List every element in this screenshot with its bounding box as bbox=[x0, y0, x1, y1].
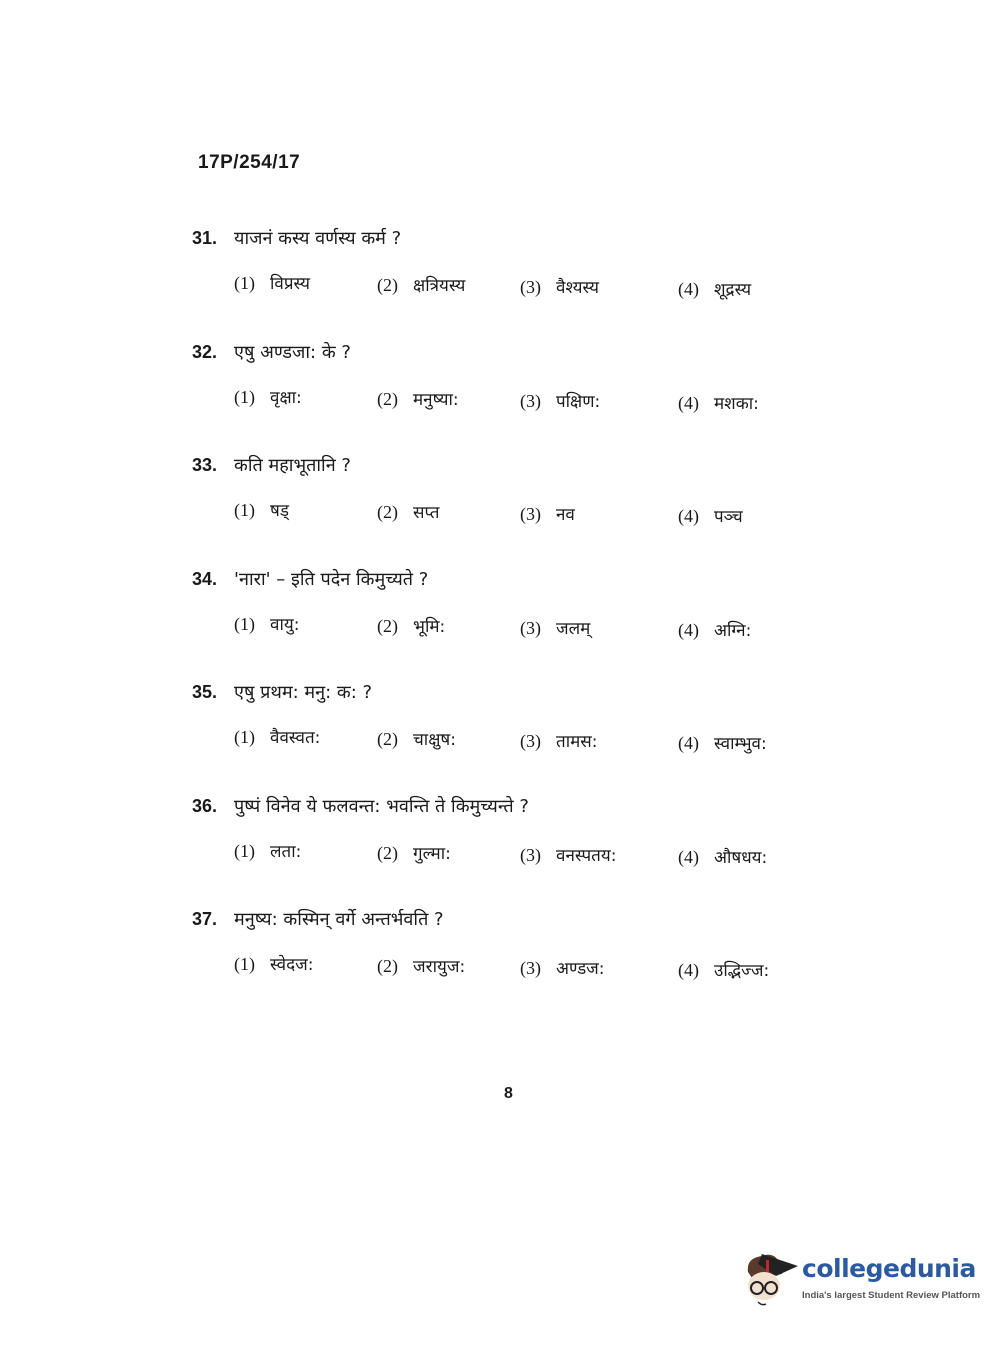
answer-option bbox=[377, 954, 465, 977]
question-stem bbox=[192, 567, 428, 591]
option-text: मशका: bbox=[714, 393, 759, 414]
option-text: पक्षिण: bbox=[556, 391, 601, 412]
option-text: जलम् bbox=[556, 618, 591, 639]
answer-option bbox=[234, 271, 310, 294]
answer-option bbox=[234, 725, 320, 748]
option-text: अग्नि: bbox=[714, 620, 752, 641]
option-text: उद्भिज्ज: bbox=[714, 961, 770, 981]
question-stem bbox=[192, 794, 529, 818]
question-stem bbox=[192, 226, 401, 250]
option-number: (3) bbox=[520, 277, 541, 297]
option-text: गुल्मा: bbox=[413, 843, 451, 864]
option-text: पञ्च bbox=[714, 507, 743, 527]
answer-option bbox=[234, 952, 313, 975]
question-number: 33. bbox=[192, 455, 218, 475]
option-number: (1) bbox=[234, 613, 255, 634]
question bbox=[192, 567, 812, 677]
option-text: शूद्रस्य bbox=[714, 280, 752, 300]
answer-option bbox=[520, 389, 600, 412]
option-number: (1) bbox=[234, 500, 255, 520]
option-text: अण्डज: bbox=[556, 959, 605, 979]
answer-option bbox=[678, 958, 769, 981]
option-text: चाक्षुष: bbox=[413, 730, 456, 750]
option-text: मनुष्या: bbox=[413, 389, 459, 410]
answer-option bbox=[377, 614, 445, 637]
option-text: वायु: bbox=[270, 614, 300, 635]
option-number: (4) bbox=[678, 960, 699, 980]
answer-option bbox=[234, 385, 302, 408]
question-text: याजनं कस्य वर्णस्य कर्म ? bbox=[234, 228, 402, 249]
option-text: क्षत्रियस्य bbox=[413, 276, 466, 296]
mascot-icon bbox=[742, 1250, 800, 1310]
option-number: (4) bbox=[678, 846, 699, 867]
option-number: (3) bbox=[520, 504, 541, 524]
option-text: षड् bbox=[270, 501, 289, 521]
option-text: नव bbox=[556, 505, 575, 525]
question-text: एषु अण्डजा: के ? bbox=[234, 341, 351, 363]
question-stem bbox=[192, 907, 444, 931]
option-number: (2) bbox=[377, 502, 398, 522]
option-number: (1) bbox=[234, 386, 255, 407]
answer-option bbox=[377, 727, 456, 750]
option-text: वैवस्वत: bbox=[270, 728, 321, 748]
question bbox=[192, 226, 812, 336]
question-text: एषु प्रथम: मनु: क: ? bbox=[234, 682, 373, 703]
question bbox=[192, 340, 812, 450]
brand-tagline: India's largest Student Review Platform bbox=[802, 1290, 981, 1301]
option-text: तामस: bbox=[556, 732, 598, 752]
paper-code: 17P/254/17 bbox=[198, 152, 301, 173]
question-number: 37. bbox=[192, 909, 218, 929]
question-stem bbox=[192, 340, 351, 364]
option-number: (4) bbox=[678, 619, 699, 640]
option-text: विप्रस्य bbox=[270, 274, 311, 294]
answer-option bbox=[377, 273, 465, 296]
option-number: (2) bbox=[377, 842, 398, 863]
option-text: वृक्षा: bbox=[270, 387, 302, 408]
option-number: (3) bbox=[520, 617, 541, 638]
option-number: (2) bbox=[377, 729, 398, 749]
answer-option bbox=[678, 391, 759, 414]
answer-option bbox=[377, 841, 451, 864]
question-number: 31. bbox=[192, 228, 218, 248]
question bbox=[192, 453, 812, 563]
question-text: पुष्पं विनेव ये फलवन्त: भवन्ति ते किमुच्यन्ते ? bbox=[234, 795, 529, 817]
brand-name: collegedunia bbox=[802, 1254, 976, 1283]
answer-option bbox=[377, 387, 459, 410]
option-number: (3) bbox=[520, 844, 541, 865]
option-number: (2) bbox=[377, 388, 398, 409]
answer-option bbox=[678, 618, 751, 641]
answer-option bbox=[520, 616, 590, 639]
question bbox=[192, 907, 812, 1017]
option-number: (3) bbox=[520, 390, 541, 411]
answer-option bbox=[678, 845, 767, 868]
answer-option bbox=[234, 498, 289, 521]
answer-option bbox=[520, 843, 616, 866]
question bbox=[192, 680, 812, 790]
question-number: 34. bbox=[192, 568, 218, 589]
option-number: (1) bbox=[234, 727, 255, 747]
option-number: (4) bbox=[678, 279, 699, 299]
collegedunia-logo bbox=[742, 1250, 981, 1310]
answer-option bbox=[678, 277, 751, 300]
question-text: 'नारा' – इति पदेन किमुच्यते ? bbox=[234, 568, 429, 590]
question-stem bbox=[192, 680, 372, 704]
option-text: औषधय: bbox=[714, 847, 768, 868]
option-text: भूमि: bbox=[413, 616, 446, 637]
question-number: 36. bbox=[192, 795, 218, 816]
option-number: (1) bbox=[234, 840, 255, 861]
answer-option bbox=[520, 275, 599, 298]
option-text: जरायुज: bbox=[413, 957, 466, 977]
question bbox=[192, 794, 812, 904]
option-text: वैश्यस्य bbox=[556, 278, 600, 298]
option-number: (2) bbox=[377, 615, 398, 636]
question-number: 35. bbox=[192, 682, 218, 702]
option-text: लता: bbox=[270, 841, 302, 862]
answer-option bbox=[678, 504, 743, 527]
question-text: कति महाभूतानि ? bbox=[234, 455, 351, 476]
answer-option bbox=[377, 500, 439, 523]
option-number: (3) bbox=[520, 731, 541, 751]
question-text: मनुष्य: कस्मिन् वर्गे अन्तर्भवति ? bbox=[234, 909, 444, 930]
option-number: (4) bbox=[678, 733, 699, 753]
answer-option bbox=[520, 729, 597, 752]
option-text: सप्त bbox=[413, 503, 440, 523]
option-number: (1) bbox=[234, 954, 255, 974]
answer-option bbox=[234, 612, 299, 635]
question-number: 32. bbox=[192, 341, 218, 362]
option-text: स्वेदज: bbox=[270, 955, 314, 975]
page-number: 8 bbox=[504, 1085, 513, 1102]
option-text: स्वाम्भुव: bbox=[714, 734, 767, 754]
option-number: (4) bbox=[678, 392, 699, 413]
option-number: (4) bbox=[678, 506, 699, 526]
option-number: (2) bbox=[377, 275, 398, 295]
option-number: (1) bbox=[234, 273, 255, 293]
answer-option bbox=[234, 839, 301, 862]
question-stem bbox=[192, 453, 351, 477]
answer-option bbox=[520, 956, 605, 979]
answer-option bbox=[520, 502, 575, 525]
option-number: (3) bbox=[520, 958, 541, 978]
option-number: (2) bbox=[377, 956, 398, 976]
answer-option bbox=[678, 731, 767, 754]
option-text: वनस्पतय: bbox=[556, 845, 617, 866]
